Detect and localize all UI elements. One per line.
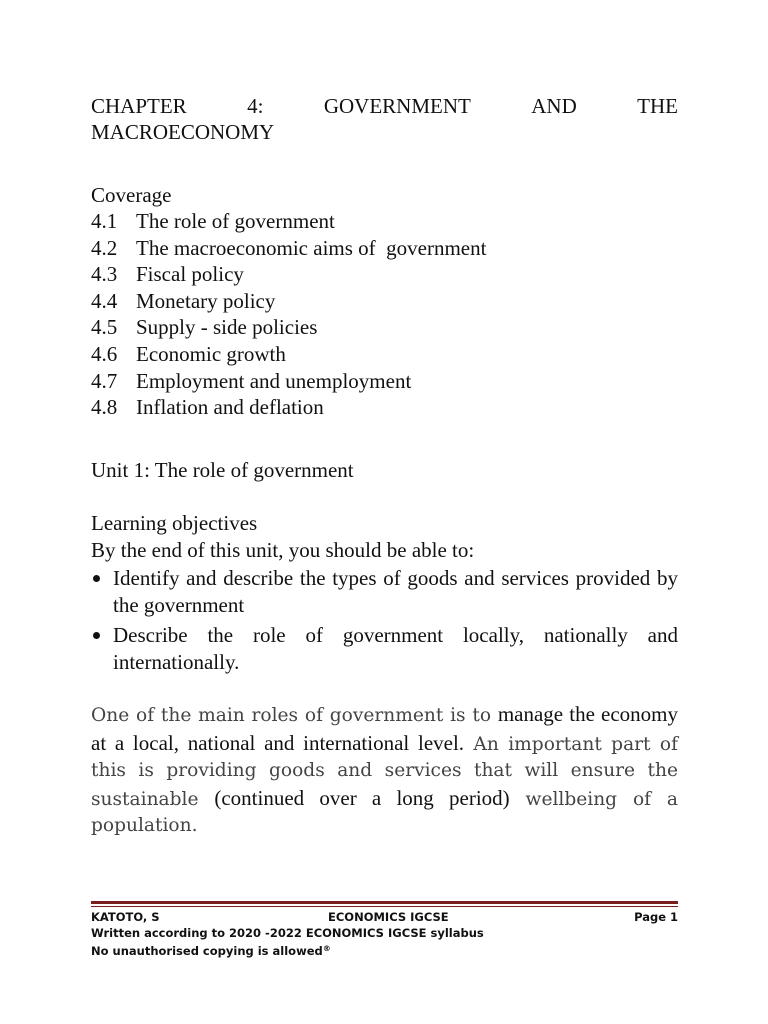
footer-copyright-text: No unauthorised copying is allowed	[91, 944, 323, 958]
coverage-item	[91, 341, 486, 368]
footer-divider	[91, 901, 678, 904]
coverage-item	[91, 288, 486, 315]
learning-objectives-heading: Learning objectives	[91, 511, 258, 535]
coverage-item-text: Monetary policy	[136, 288, 276, 313]
coverage-item-number: 4.3	[91, 262, 118, 287]
coverage-item-text: The role of government	[136, 209, 335, 233]
coverage-item	[91, 208, 486, 235]
chapter-title-line-2: MACROECONOMY	[91, 120, 275, 144]
coverage-item-number: 4.8	[91, 395, 118, 420]
learning-objective-item	[91, 565, 678, 619]
coverage-item	[91, 314, 486, 341]
coverage-item-number: 4.2	[91, 235, 118, 260]
coverage-heading: Coverage	[91, 183, 172, 207]
coverage-item-text: Fiscal policy	[136, 262, 244, 287]
footer-row	[91, 909, 678, 925]
learning-objectives-list	[91, 565, 678, 679]
footer-copyright-note	[91, 941, 678, 959]
coverage-item-number: 4.5	[91, 315, 118, 340]
chapter-number: 4:	[247, 94, 264, 118]
coverage-item	[91, 394, 486, 421]
footer-syllabus-note: Written according to 2020 -2022 ECONOMICS IGCSE syllabus	[91, 926, 484, 940]
coverage-list	[91, 208, 486, 421]
chapter-word: AND	[531, 94, 577, 118]
body-text: One of the main roles of government is to	[91, 705, 498, 726]
chapter-word: THE	[637, 94, 678, 118]
footer-divider	[91, 906, 678, 907]
body-emphasis: manage the economy at a local, national and international level.	[91, 702, 678, 755]
chapter-title-line-1	[91, 93, 678, 119]
coverage-item-text: Inflation and deflation	[136, 395, 324, 420]
body-text: wellbeing of a population.	[91, 788, 678, 836]
footer-course: ECONOMICS IGCSE	[328, 910, 449, 924]
coverage-item-number: 4.1	[91, 209, 118, 233]
coverage-item-text: Economic growth	[136, 341, 286, 366]
chapter-word: GOVERNMENT	[323, 94, 471, 118]
learning-objective-item	[91, 622, 678, 676]
unit-title: Unit 1: The role of government	[91, 458, 354, 482]
body-paragraph	[91, 701, 678, 840]
coverage-item-number: 4.4	[91, 288, 118, 313]
coverage-item-text: The macroeconomic aims of government	[136, 235, 487, 260]
coverage-item-number: 4.7	[91, 368, 118, 393]
coverage-item-number: 4.6	[91, 341, 118, 366]
registered-mark: ®	[322, 944, 331, 953]
coverage-item	[91, 368, 486, 395]
footer-page-number: Page 1	[634, 910, 678, 924]
coverage-item-text: Employment and unemployment	[136, 368, 412, 393]
body-text: An important part of this is providing goods and services that will ensure the sustainable	[91, 733, 678, 810]
page-footer	[91, 909, 678, 959]
footer-author: KATOTO, S	[91, 910, 160, 924]
learning-objective-text: Identify and describe the types of goods and services provided by the government	[113, 566, 678, 617]
chapter-title	[91, 93, 678, 145]
learning-objective-text: Describe the role of government locally, nationally and internationally.	[113, 623, 678, 674]
chapter-word: CHAPTER	[91, 94, 187, 118]
coverage-item	[91, 261, 486, 288]
coverage-item	[91, 235, 486, 262]
learning-objectives-intro: By the end of this unit, you should be able to:	[91, 538, 475, 562]
body-emphasis: (continued over a long period)	[214, 785, 510, 810]
coverage-item-text: Supply - side policies	[136, 315, 318, 340]
